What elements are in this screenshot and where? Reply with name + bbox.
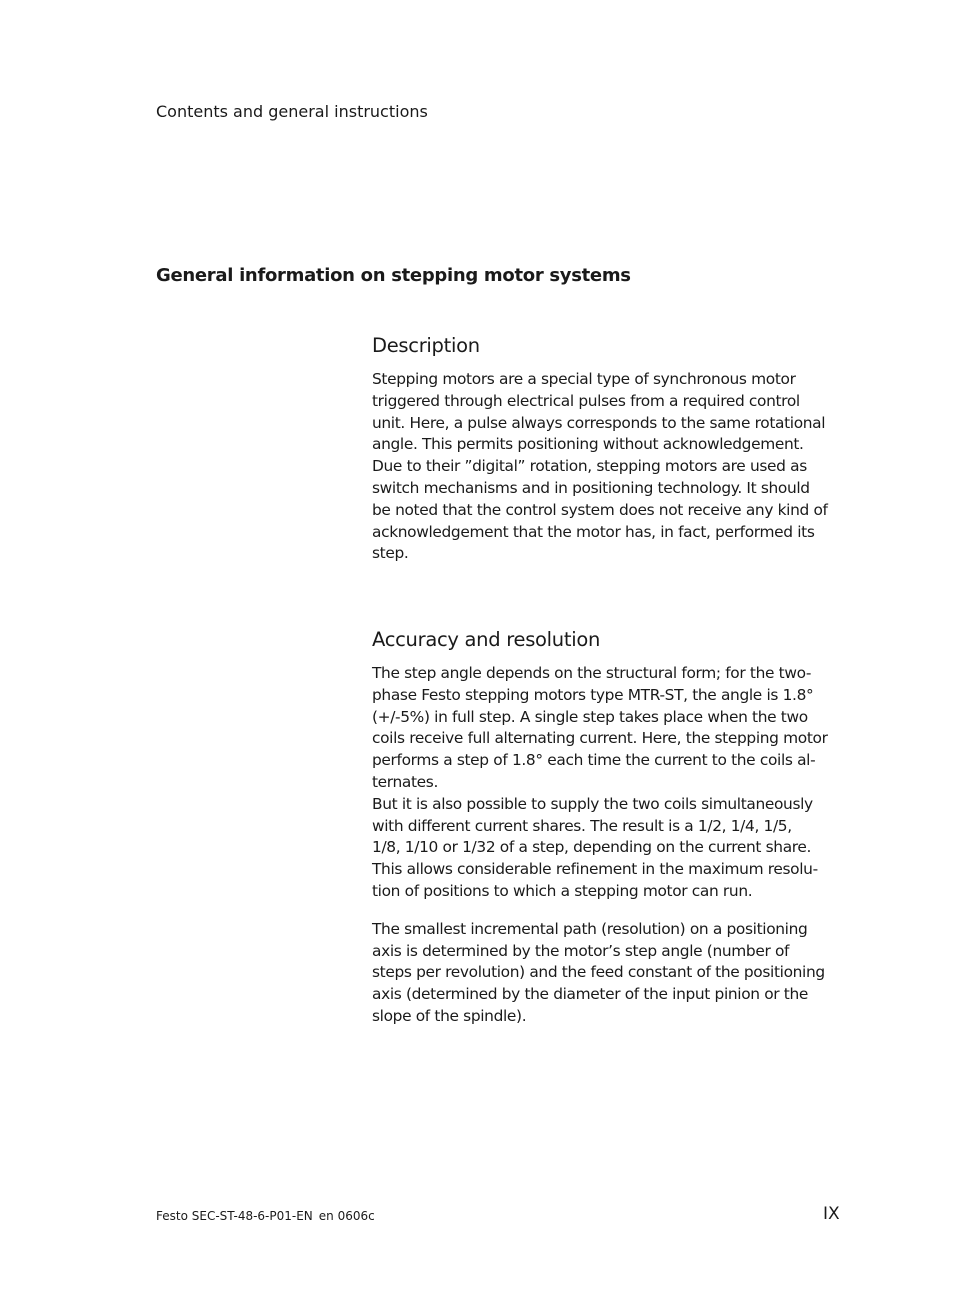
text-line: switch mechanisms and in positioning technology. It should — [372, 478, 810, 497]
text-line: coils receive full alternating current. Here, the stepping motor — [372, 729, 828, 748]
text-line: acknowledgement that the motor has, in fact, performed its — [372, 522, 815, 541]
text-line: ternates. — [372, 772, 439, 791]
text-line: angle. This permits positioning without acknowledgement. — [372, 435, 804, 454]
text-line: tion of positions to which a stepping motor can run. — [372, 881, 753, 900]
text-line: be noted that the control system does not receive any kind of — [372, 500, 828, 519]
running-header: Contents and general instructions — [156, 102, 428, 121]
text-line: performs a step of 1.8° each time the current to the coils al- — [372, 751, 816, 770]
accuracy-heading: Accuracy and resolution — [372, 628, 601, 651]
text-line: Stepping motors are a special type of synchronous motor — [372, 370, 796, 388]
footer-document-id: Festo SEC-ST-48-6-P01-EN — [156, 1209, 313, 1223]
text-line: 1/8, 1/10 or 1/32 of a step, depending on the current share. — [372, 838, 812, 857]
text-line: But it is also possible to supply the two coils simultaneously — [372, 794, 813, 813]
text-line: unit. Here, a pulse always corresponds to the same rotational — [372, 413, 826, 432]
description-heading: Description — [372, 334, 480, 357]
text-line: slope of the spindle). — [372, 1006, 527, 1025]
footer-document-info — [156, 1208, 375, 1224]
text-line: (+/-5%) in full step. A single step takes place when the two — [372, 707, 808, 726]
text-line: The step angle depends on the structural form; for the two- — [372, 664, 812, 682]
text-line: steps per revolution) and the feed constant of the positioning — [372, 963, 825, 982]
text-line: phase Festo stepping motors type MTR-ST, the angle is 1.8° — [372, 685, 814, 704]
text-line: axis (determined by the diameter of the input pinion or the — [372, 985, 809, 1004]
text-line: with different current shares. The result is a 1/2, 1/4, 1/5, — [372, 816, 792, 835]
accuracy-paragraph-2 — [372, 919, 846, 1028]
text-line: triggered through electrical pulses from a required control — [372, 391, 800, 410]
text-line: Due to their ”digital” rotation, stepping motors are used as — [372, 457, 807, 476]
description-paragraph — [372, 369, 846, 565]
page-number: IX — [823, 1204, 840, 1224]
accuracy-section — [372, 628, 846, 1028]
text-line: step. — [372, 544, 409, 563]
text-line: This allows considerable refinement in the maximum resolu- — [372, 860, 818, 879]
section-title: General information on stepping motor systems — [156, 265, 631, 286]
text-line: axis is determined by the motor’s step angle (number of — [372, 941, 790, 960]
accuracy-paragraph-1 — [372, 663, 846, 903]
footer-edition: en 0606c — [318, 1209, 375, 1223]
description-section — [372, 334, 846, 565]
text-line: The smallest incremental path (resolution) on a positioning — [372, 919, 808, 938]
